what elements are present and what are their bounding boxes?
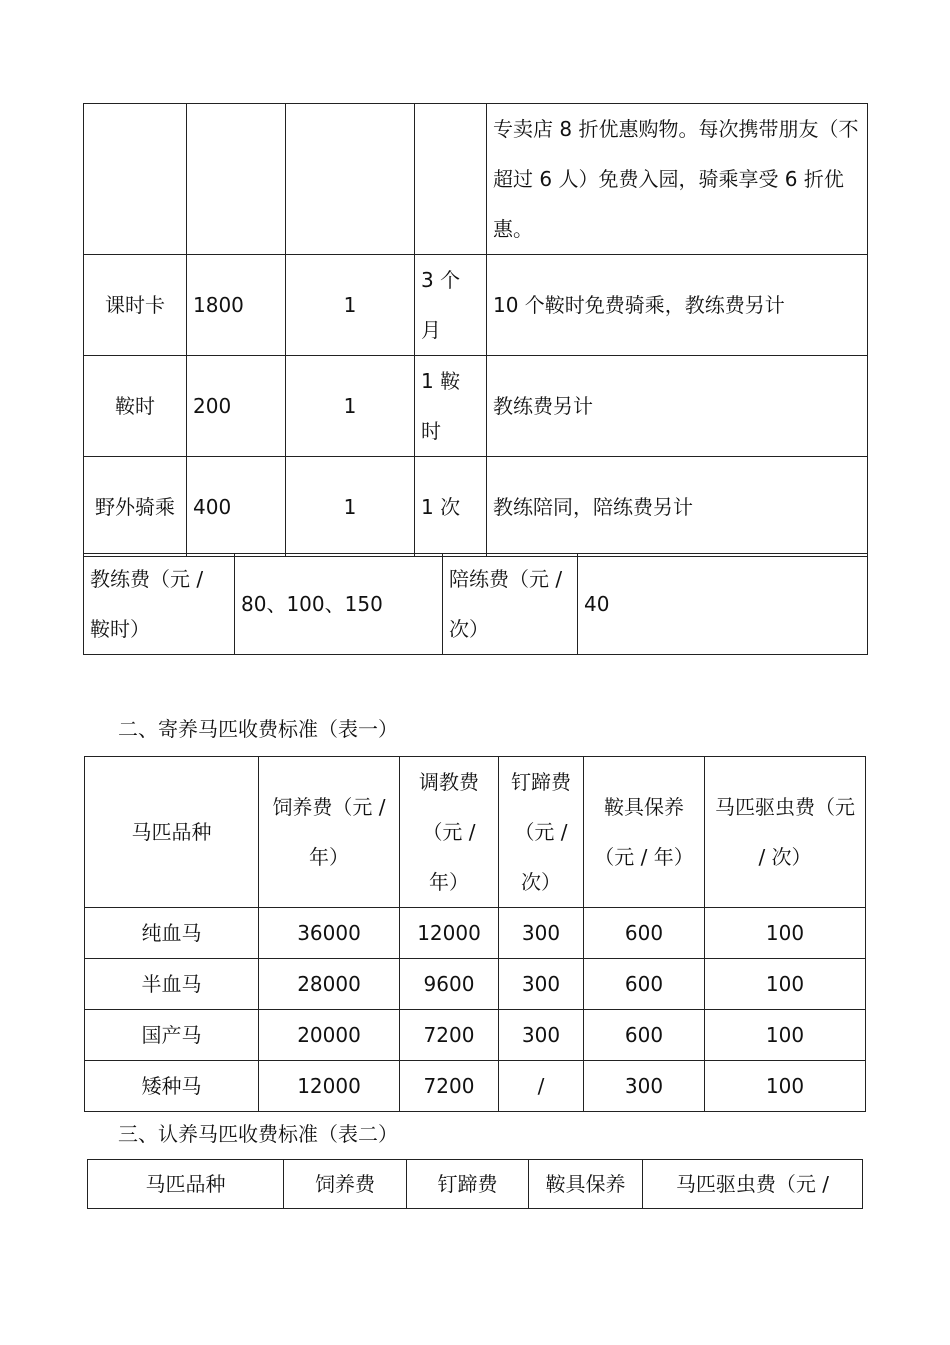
table-cell: 28000 [259, 959, 400, 1010]
table-cell: 600 [584, 908, 705, 959]
table-row [85, 908, 866, 959]
header-cell: 马匹驱虫费（元 / 次） [705, 757, 866, 908]
coach-fee-value: 80、100、150 [235, 554, 443, 655]
table-cell: 12000 [259, 1061, 400, 1112]
header-cell: 饲养费（元 / 年） [259, 757, 400, 908]
table-row [84, 457, 868, 557]
table-row [85, 959, 866, 1010]
table-cell: 7200 [400, 1010, 499, 1061]
header-cell: 饲养费 [284, 1160, 407, 1209]
table-cell [187, 104, 286, 255]
header-cell: 鞍具保养（元 / 年） [584, 757, 705, 908]
table-cell: 纯血马 [85, 908, 259, 959]
table-cell: 10 个鞍时免费骑乘，教练费另计 [487, 255, 868, 356]
table-cell: 教练陪同，陪练费另计 [487, 457, 868, 557]
sparring-fee-value: 40 [578, 554, 868, 655]
table-cell: 36000 [259, 908, 400, 959]
table-cell: 100 [705, 959, 866, 1010]
table-cell: 1 鞍时 [415, 356, 487, 457]
table-cell: 国产马 [85, 1010, 259, 1061]
header-cell: 调教费（元 / 年） [400, 757, 499, 908]
table-cell: 20000 [259, 1010, 400, 1061]
table-cell: 课时卡 [84, 255, 187, 356]
table-header-row [88, 1160, 863, 1209]
table-cell: 600 [584, 959, 705, 1010]
membership-table [83, 103, 868, 557]
table-cell: 野外骑乘 [84, 457, 187, 557]
table-row [84, 554, 868, 655]
table-cell: 9600 [400, 959, 499, 1010]
sparring-fee-label: 陪练费（元 / 次） [443, 554, 578, 655]
table-cell: 鞍时 [84, 356, 187, 457]
header-cell: 马匹品种 [88, 1160, 284, 1209]
adoption-fee-table [87, 1159, 863, 1209]
section-2-title: 二、寄养马匹收费标准（表一） [118, 717, 398, 741]
table-cell: 300 [584, 1061, 705, 1112]
table-cell: / [499, 1061, 584, 1112]
table-cell: 1 次 [415, 457, 487, 557]
boarding-fee-table [84, 756, 866, 1112]
table-cell: 矮种马 [85, 1061, 259, 1112]
table-cell: 专卖店 8 折优惠购物。每次携带朋友（不超过 6 人）免费入园，骑乘享受 6 折优惠。 [487, 104, 868, 255]
table-cell [84, 104, 187, 255]
table-cell: 300 [499, 908, 584, 959]
table-cell: 12000 [400, 908, 499, 959]
table-cell: 1 [286, 356, 415, 457]
table-cell: 600 [584, 1010, 705, 1061]
table-row [84, 356, 868, 457]
table-cell: 100 [705, 1061, 866, 1112]
table-cell: 1800 [187, 255, 286, 356]
table-cell: 100 [705, 1010, 866, 1061]
table-cell: 200 [187, 356, 286, 457]
header-cell: 马匹驱虫费（元 / [643, 1160, 863, 1209]
table-row [84, 104, 868, 255]
table-cell: 400 [187, 457, 286, 557]
table-cell: 3 个月 [415, 255, 487, 356]
section-3-title: 三、认养马匹收费标准（表二） [118, 1122, 398, 1146]
coach-fee-table [83, 553, 868, 655]
coach-fee-label: 教练费（元 / 鞍时） [84, 554, 235, 655]
table-cell: 1 [286, 457, 415, 557]
header-cell: 钉蹄费（元 / 次） [499, 757, 584, 908]
table-cell: 1 [286, 255, 415, 356]
table-cell: 300 [499, 959, 584, 1010]
table-cell: 100 [705, 908, 866, 959]
header-cell: 鞍具保养 [529, 1160, 643, 1209]
table-row [85, 1010, 866, 1061]
table-header-row [85, 757, 866, 908]
table-row [85, 1061, 866, 1112]
table-row [84, 255, 868, 356]
header-cell: 钉蹄费 [407, 1160, 529, 1209]
table-cell [286, 104, 415, 255]
table-cell: 300 [499, 1010, 584, 1061]
table-cell [415, 104, 487, 255]
table-cell: 教练费另计 [487, 356, 868, 457]
table-cell: 7200 [400, 1061, 499, 1112]
header-cell: 马匹品种 [85, 757, 259, 908]
table-cell: 半血马 [85, 959, 259, 1010]
